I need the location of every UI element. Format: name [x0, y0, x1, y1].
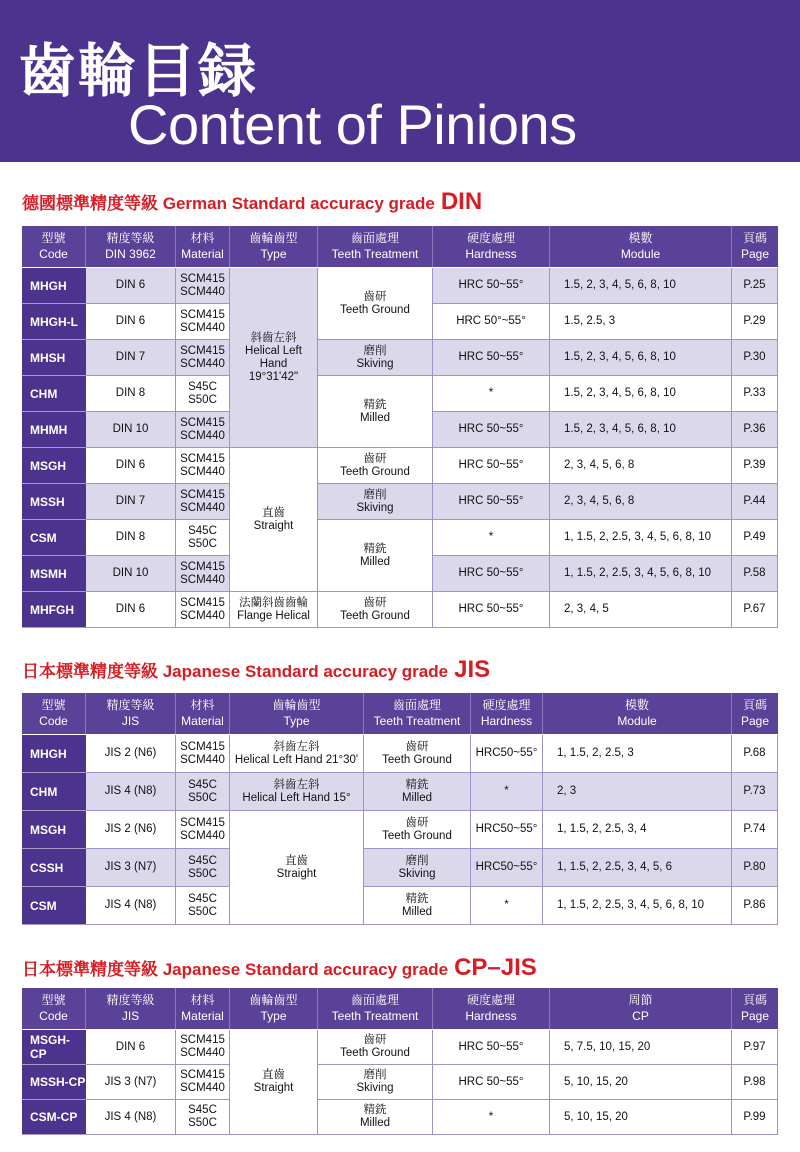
material-cell — [176, 1030, 230, 1065]
type-cell — [230, 735, 364, 773]
treat-milled-en: Milled — [359, 555, 391, 568]
din-title-grade: DIN — [440, 188, 483, 215]
din-header-cell — [318, 226, 433, 267]
hardness-cell: * — [433, 520, 550, 556]
hardness-cell: HRC 50~55° — [433, 412, 550, 448]
hardness-cell: HRC 50~55° — [433, 1030, 550, 1065]
din-title-label: 德國標準精度等級 German Standard accuracy grade — [22, 194, 435, 213]
material-cell — [176, 1065, 230, 1100]
jis-header-cell — [732, 693, 778, 734]
module-cell: 1.5, 2, 3, 4, 5, 6, 8, 10 — [550, 376, 732, 412]
code-cell: MHGH-L — [22, 304, 86, 340]
hardness-cell: HRC 50~55° — [433, 340, 550, 376]
din-header-cell — [550, 226, 732, 267]
din-header-1-zh: 精度等級 — [106, 231, 155, 245]
hardness-cell: * — [433, 376, 550, 412]
module-cell: 1, 1.5, 2, 2.5, 3, 4, 5, 6, 8, 10 — [550, 520, 732, 556]
hardness-cell: * — [471, 773, 543, 811]
jis-header-7-en: Page — [740, 714, 770, 728]
din-header-3-en: Type — [260, 247, 287, 261]
jis-header-5-en: Hardness — [480, 714, 533, 728]
type-flange-zh: 法蘭斜齒齒輪 — [239, 596, 308, 609]
cpjis-header-5-en: Hardness — [465, 1009, 517, 1023]
page-cell: P.74 — [732, 811, 778, 849]
cpjis-header-2-en: Material — [181, 1009, 224, 1023]
grade-cell: JIS 4 (N8) — [86, 1100, 176, 1135]
material-zh: SCM415 — [180, 488, 225, 501]
jis-header-2-zh: 材料 — [190, 698, 215, 712]
type-en: Helical Left Hand 15° — [242, 791, 351, 804]
jis-header-4-zh: 齒面處理 — [392, 698, 441, 712]
page-cell: P.86 — [732, 887, 778, 925]
module-cell: 1, 1.5, 2, 2.5, 3, 4, 5, 6 — [543, 849, 732, 887]
jis-header-cell — [364, 693, 471, 734]
cpjis-header-4-zh: 齒面處理 — [350, 993, 399, 1007]
material-en: SCM440 — [180, 609, 225, 622]
module-cell: 2, 3, 4, 5, 6, 8 — [550, 484, 732, 520]
code-cell: CSSH — [22, 849, 86, 887]
code-cell: MHGH — [22, 268, 86, 304]
cpjis-title-label: 日本標準精度等級 Japanese Standard accuracy grade — [22, 960, 449, 979]
jis-header-0-en: Code — [39, 714, 68, 728]
cpjis-header-cell — [732, 988, 778, 1029]
treat-ground-zh: 齒研 — [363, 452, 387, 465]
hardness-cell: HRC50~55° — [471, 849, 543, 887]
material-zh: S45C — [188, 778, 217, 791]
material-zh: SCM415 — [180, 1069, 225, 1081]
hardness-cell: * — [471, 887, 543, 925]
material-zh: SCM415 — [180, 416, 225, 429]
page-cell: P.99 — [732, 1100, 778, 1135]
treatment-cell — [364, 849, 471, 887]
din-header-1-en: DIN 3962 — [105, 247, 156, 261]
hardness-cell: HRC 50~55° — [433, 484, 550, 520]
material-cell — [176, 849, 230, 887]
page-cell: P.98 — [732, 1065, 778, 1100]
code-cell: MSSH-CP — [22, 1065, 86, 1100]
hardness-cell: HRC 50~55° — [433, 1065, 550, 1100]
hardness-cell: HRC 50~55° — [433, 448, 550, 484]
code-cell: CSM — [22, 887, 86, 925]
type-straight-zh: 直齒 — [262, 1069, 285, 1081]
cpjis-title-grade: CP–JIS — [454, 954, 537, 981]
module-cell: 1, 1.5, 2, 2.5, 3, 4, 5, 6, 8, 10 — [550, 556, 732, 592]
material-zh: SCM415 — [180, 1034, 225, 1046]
jis-section-title — [22, 656, 490, 684]
treat-milled-span — [318, 376, 433, 448]
cpjis-header-5-zh: 硬度處理 — [466, 993, 515, 1007]
grade-cell: DIN 10 — [86, 556, 176, 592]
type-zh: 斜齒左斜 — [273, 740, 320, 753]
type-helical-angle: 19°31'42" — [248, 370, 299, 383]
material-cell — [176, 484, 230, 520]
treatment-cell — [364, 773, 471, 811]
treat-ground-span — [318, 448, 433, 484]
page-cell: P.49 — [732, 520, 778, 556]
material-cell — [176, 556, 230, 592]
cpjis-header-cell — [550, 988, 732, 1029]
grade-cell: JIS 4 (N8) — [86, 887, 176, 925]
material-zh: S45C — [188, 524, 217, 537]
din-header-cell — [230, 226, 318, 267]
treat-zh: 精銑 — [405, 892, 429, 905]
treatment-cell — [318, 1030, 433, 1065]
code-cell: MHMH — [22, 412, 86, 448]
treat-ground-en: Teeth Ground — [340, 465, 410, 478]
material-zh: S45C — [188, 1104, 217, 1116]
cpjis-header-7-en: Page — [740, 1009, 770, 1023]
treat-ground-span — [318, 592, 433, 628]
din-header-4-zh: 齒面處理 — [350, 231, 399, 245]
cpjis-header-cell — [86, 988, 176, 1029]
module-cell: 2, 3 — [543, 773, 732, 811]
cpjis-header-3-zh: 齒輪齒型 — [249, 993, 298, 1007]
material-cell — [176, 340, 230, 376]
treat-skiving-zh: 磨削 — [363, 344, 387, 357]
jis-header-3-en: Type — [283, 714, 310, 728]
material-en: SCM440 — [180, 465, 225, 478]
material-cell — [176, 773, 230, 811]
cpjis-header-4-en: Teeth Treatment — [331, 1009, 419, 1023]
material-en: S50C — [188, 537, 217, 550]
treat-skiving-en: Skiving — [356, 357, 394, 370]
jis-header-6-zh: 模數 — [624, 698, 649, 712]
cpjis-table-header — [22, 988, 778, 1029]
module-cell: 5, 7.5, 10, 15, 20 — [550, 1030, 732, 1065]
material-en: SCM440 — [180, 429, 225, 442]
page-cell: P.30 — [732, 340, 778, 376]
cpjis-header-3-en: Type — [260, 1009, 287, 1023]
material-en: SCM440 — [180, 573, 225, 586]
material-zh: SCM415 — [180, 560, 225, 573]
treat-skiving-en: Skiving — [356, 501, 394, 514]
code-cell: CHM — [22, 376, 86, 412]
material-cell — [176, 592, 230, 628]
treat-en: Teeth Ground — [340, 1047, 410, 1059]
module-cell: 1.5, 2, 3, 4, 5, 6, 8, 10 — [550, 412, 732, 448]
type-en: Helical Left Hand 21°30' — [234, 753, 359, 766]
material-cell — [176, 520, 230, 556]
cpjis-header-6-zh: 周節 — [628, 993, 653, 1007]
din-header-4-en: Teeth Treatment — [331, 247, 419, 261]
type-straight-span — [230, 811, 364, 925]
jis-header-cell — [176, 693, 230, 734]
type-helical-zh: 斜齒左斜 — [250, 331, 297, 344]
treat-skiving-span — [318, 484, 433, 520]
jis-header-2-en: Material — [181, 714, 224, 728]
type-helical-span — [230, 268, 318, 448]
grade-cell: JIS 4 (N8) — [86, 773, 176, 811]
module-cell: 1, 1.5, 2, 2.5, 3 — [543, 735, 732, 773]
code-cell: CSM — [22, 520, 86, 556]
material-en: SCM440 — [180, 1047, 225, 1059]
material-en: SCM440 — [180, 321, 225, 334]
treat-milled-en: Milled — [359, 411, 391, 424]
din-header-0-en: Code — [39, 247, 68, 261]
module-cell: 1.5, 2, 3, 4, 5, 6, 8, 10 — [550, 340, 732, 376]
treat-zh: 齒研 — [405, 816, 429, 829]
hardness-cell: HRC 50~55° — [433, 556, 550, 592]
grade-cell: DIN 6 — [86, 592, 176, 628]
page-header — [0, 0, 800, 162]
material-en: SCM440 — [180, 753, 225, 766]
din-header-cell — [86, 226, 176, 267]
material-cell — [176, 811, 230, 849]
treat-zh: 磨削 — [405, 854, 429, 867]
module-cell: 1.5, 2.5, 3 — [550, 304, 732, 340]
treatment-cell — [364, 735, 471, 773]
material-en: S50C — [188, 905, 217, 918]
material-en: S50C — [188, 791, 217, 804]
material-en: SCM440 — [180, 501, 225, 514]
code-cell: MSMH — [22, 556, 86, 592]
jis-header-cell — [86, 693, 176, 734]
material-zh: SCM415 — [180, 452, 225, 465]
material-cell — [176, 268, 230, 304]
cpjis-header-6-en: CP — [632, 1009, 649, 1023]
treat-en: Milled — [401, 791, 433, 804]
grade-cell: DIN 7 — [86, 484, 176, 520]
page-cell: P.67 — [732, 592, 778, 628]
din-header-5-en: Hardness — [465, 247, 517, 261]
jis-header-6-en: Module — [617, 714, 657, 728]
treatment-cell — [364, 887, 471, 925]
treat-en: Skiving — [356, 1082, 394, 1094]
material-zh: SCM415 — [180, 596, 225, 609]
cpjis-header-cell — [318, 988, 433, 1029]
module-cell: 5, 10, 15, 20 — [550, 1100, 732, 1135]
treatment-cell — [318, 1100, 433, 1135]
cpjis-header-0-en: Code — [39, 1009, 68, 1023]
module-cell: 1, 1.5, 2, 2.5, 3, 4 — [543, 811, 732, 849]
din-header-2-en: Material — [181, 247, 224, 261]
hardness-cell: HRC50~55° — [471, 735, 543, 773]
jis-table-header — [22, 693, 778, 734]
din-table-header — [22, 226, 778, 267]
material-zh: SCM415 — [180, 308, 225, 321]
material-cell — [176, 735, 230, 773]
jis-header-3-zh: 齒輪齒型 — [272, 698, 321, 712]
jis-header-0-zh: 型號 — [41, 698, 66, 712]
treat-zh: 齒研 — [405, 740, 429, 753]
din-header-cell — [732, 226, 778, 267]
din-header-5-zh: 硬度處理 — [466, 231, 515, 245]
cpjis-header-7-zh: 頁碼 — [742, 993, 767, 1007]
treat-en: Teeth Ground — [382, 829, 452, 842]
treatment-cell — [318, 1065, 433, 1100]
material-en: S50C — [188, 867, 217, 880]
jis-header-cell — [471, 693, 543, 734]
treat-zh: 精銑 — [405, 778, 429, 791]
type-cell — [230, 773, 364, 811]
type-zh: 斜齒左斜 — [273, 778, 320, 791]
treat-ground-zh: 齒研 — [363, 290, 387, 303]
type-straight-span — [230, 1030, 318, 1135]
material-en: SCM440 — [180, 829, 225, 842]
code-cell: CHM — [22, 773, 86, 811]
jis-header-4-en: Teeth Treatment — [373, 714, 461, 728]
grade-cell: DIN 6 — [86, 268, 176, 304]
hardness-cell: HRC50~55° — [471, 811, 543, 849]
grade-cell: JIS 2 (N6) — [86, 735, 176, 773]
treat-en: Teeth Ground — [382, 753, 452, 766]
material-zh: SCM415 — [180, 740, 225, 753]
type-flange-span — [230, 592, 318, 628]
page-cell: P.73 — [732, 773, 778, 811]
treat-en: Milled — [401, 905, 433, 918]
page-cell: P.44 — [732, 484, 778, 520]
material-cell — [176, 304, 230, 340]
treat-milled-span — [318, 520, 433, 592]
din-header-cell — [176, 226, 230, 267]
treat-ground-en: Teeth Ground — [340, 609, 410, 622]
material-en: SCM440 — [180, 285, 225, 298]
grade-cell: DIN 6 — [86, 304, 176, 340]
type-straight-zh: 直齒 — [285, 854, 308, 867]
grade-cell: JIS 2 (N6) — [86, 811, 176, 849]
material-cell — [176, 412, 230, 448]
material-zh: S45C — [188, 380, 217, 393]
page-cell: P.58 — [732, 556, 778, 592]
jis-header-cell — [543, 693, 732, 734]
treat-milled-zh: 精銑 — [363, 398, 387, 411]
jis-header-cell — [230, 693, 364, 734]
hardness-cell: HRC 50~55° — [433, 268, 550, 304]
type-straight-span — [230, 448, 318, 592]
din-section-title — [22, 188, 482, 216]
code-cell: MSSH — [22, 484, 86, 520]
din-header-cell — [433, 226, 550, 267]
din-header-6-zh: 模數 — [628, 231, 653, 245]
type-straight-zh: 直齒 — [262, 506, 285, 519]
grade-cell: DIN 8 — [86, 376, 176, 412]
code-cell: CSM-CP — [22, 1100, 86, 1135]
type-flange-en: Flange Helical — [237, 609, 310, 622]
module-cell: 2, 3, 4, 5 — [550, 592, 732, 628]
module-cell: 5, 10, 15, 20 — [550, 1065, 732, 1100]
grade-cell: DIN 7 — [86, 340, 176, 376]
jis-header-cell — [22, 693, 86, 734]
cpjis-header-cell — [230, 988, 318, 1029]
treat-zh: 磨削 — [363, 1069, 387, 1081]
treat-skiving-zh: 磨削 — [363, 488, 387, 501]
material-zh: SCM415 — [180, 816, 225, 829]
code-cell: MHGH — [22, 735, 86, 773]
material-cell — [176, 448, 230, 484]
grade-cell: DIN 6 — [86, 1030, 176, 1065]
page-title-jp: 齒輪目録 — [18, 37, 259, 105]
page-cell: P.25 — [732, 268, 778, 304]
treat-ground-zh: 齒研 — [363, 596, 387, 609]
type-straight-en: Straight — [276, 867, 317, 880]
material-zh: SCM415 — [180, 344, 225, 357]
module-cell: 1.5, 2, 3, 4, 5, 6, 8, 10 — [550, 268, 732, 304]
din-header-cell — [22, 226, 86, 267]
cpjis-header-cell — [22, 988, 86, 1029]
grade-cell: JIS 3 (N7) — [86, 849, 176, 887]
cpjis-header-0-zh: 型號 — [41, 993, 66, 1007]
material-en: S50C — [188, 393, 217, 406]
module-cell: 2, 3, 4, 5, 6, 8 — [550, 448, 732, 484]
material-zh: SCM415 — [180, 272, 225, 285]
din-header-3-zh: 齒輪齒型 — [249, 231, 298, 245]
din-header-7-zh: 頁碼 — [742, 231, 767, 245]
material-en: S50C — [188, 1117, 217, 1129]
code-cell: MSGH — [22, 448, 86, 484]
page-cell: P.33 — [732, 376, 778, 412]
cpjis-header-2-zh: 材料 — [190, 993, 215, 1007]
hardness-cell: HRC 50°~55° — [433, 304, 550, 340]
material-en: SCM440 — [180, 1082, 225, 1094]
material-en: SCM440 — [180, 357, 225, 370]
material-zh: S45C — [188, 892, 217, 905]
treat-en: Skiving — [398, 867, 436, 880]
page-cell: P.68 — [732, 735, 778, 773]
code-cell: MSGH — [22, 811, 86, 849]
jis-header-1-zh: 精度等級 — [106, 698, 155, 712]
jis-title-grade: JIS — [454, 656, 491, 683]
hardness-cell: * — [433, 1100, 550, 1135]
cpjis-section-title — [22, 954, 537, 982]
treat-zh: 齒研 — [363, 1034, 387, 1046]
din-header-2-zh: 材料 — [190, 231, 215, 245]
type-straight-en: Straight — [253, 519, 294, 532]
module-cell: 1, 1.5, 2, 2.5, 3, 4, 5, 6, 8, 10 — [543, 887, 732, 925]
type-straight-en: Straight — [253, 1082, 294, 1094]
page-cell: P.39 — [732, 448, 778, 484]
treat-ground-en: Teeth Ground — [340, 303, 410, 316]
treat-ground-span — [318, 268, 433, 340]
page-title-en: Content of Pinions — [128, 93, 577, 156]
treat-skiving-span — [318, 340, 433, 376]
grade-cell: DIN 6 — [86, 448, 176, 484]
jis-header-5-zh: 硬度處理 — [482, 698, 531, 712]
jis-title-label: 日本標準精度等級 Japanese Standard accuracy grade — [22, 662, 449, 681]
page-cell: P.80 — [732, 849, 778, 887]
page-cell: P.97 — [732, 1030, 778, 1065]
type-helical-en: Helical Left Hand — [245, 344, 302, 370]
treat-milled-zh: 精銑 — [363, 542, 387, 555]
material-cell — [176, 887, 230, 925]
material-cell — [176, 1100, 230, 1135]
cpjis-header-cell — [176, 988, 230, 1029]
din-header-6-en: Module — [620, 247, 661, 261]
grade-cell: DIN 8 — [86, 520, 176, 556]
treat-zh: 精銑 — [363, 1104, 387, 1116]
din-header-7-en: Page — [740, 247, 770, 261]
treat-en: Milled — [359, 1117, 391, 1129]
hardness-cell: HRC 50~55° — [433, 592, 550, 628]
page-cell: P.29 — [732, 304, 778, 340]
cpjis-header-1-en: JIS — [121, 1009, 140, 1023]
material-zh: S45C — [188, 854, 217, 867]
din-header-0-zh: 型號 — [41, 231, 66, 245]
cpjis-header-cell — [433, 988, 550, 1029]
code-cell: MHFGH — [22, 592, 86, 628]
code-cell: MHSH — [22, 340, 86, 376]
grade-cell: DIN 10 — [86, 412, 176, 448]
page-cell: P.36 — [732, 412, 778, 448]
treatment-cell — [364, 811, 471, 849]
material-cell — [176, 376, 230, 412]
grade-cell: JIS 3 (N7) — [86, 1065, 176, 1100]
code-cell: MSGH-CP — [22, 1030, 86, 1065]
jis-header-7-zh: 頁碼 — [742, 698, 767, 712]
jis-header-1-en: JIS — [121, 714, 140, 728]
cpjis-header-1-zh: 精度等級 — [106, 993, 155, 1007]
